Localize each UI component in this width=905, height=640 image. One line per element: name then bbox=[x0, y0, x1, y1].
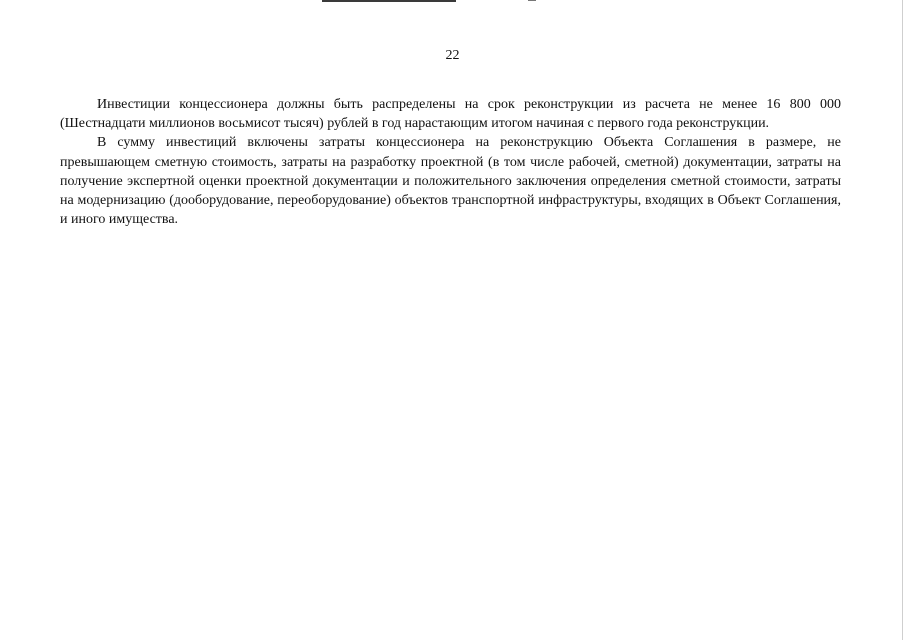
paragraph-investment-scope: В сумму инвестиций включены затраты концессионера на реконструкцию Объекта Соглашения в размере, не превышающем сметную стоимость, затраты на разработку проектной (в том числе рабочей, сметной) документации, затраты на получение экспертной оценки проектной документации и положительного заключения определения сметной стоимости, затраты на модернизацию (дооборудование, переоборудование) объектов транспортной инфраструктуры, входящих в Объект Соглашения, и иного имущества. bbox=[60, 135, 841, 228]
scan-page-edge bbox=[902, 0, 903, 640]
document-body bbox=[60, 95, 841, 229]
scan-artifact-line bbox=[322, 0, 456, 2]
page-number: 22 bbox=[445, 48, 460, 63]
paragraph-investment-schedule: Инвестиции концессионера должны быть распределены на срок реконструкции из расчета не менее 16 800 000 (Шестнадцати миллионов восьмисот тысяч) рублей в год нарастающим итогом начиная с первого года реконструкции. bbox=[60, 97, 841, 132]
scan-artifact-mark bbox=[528, 0, 536, 1]
